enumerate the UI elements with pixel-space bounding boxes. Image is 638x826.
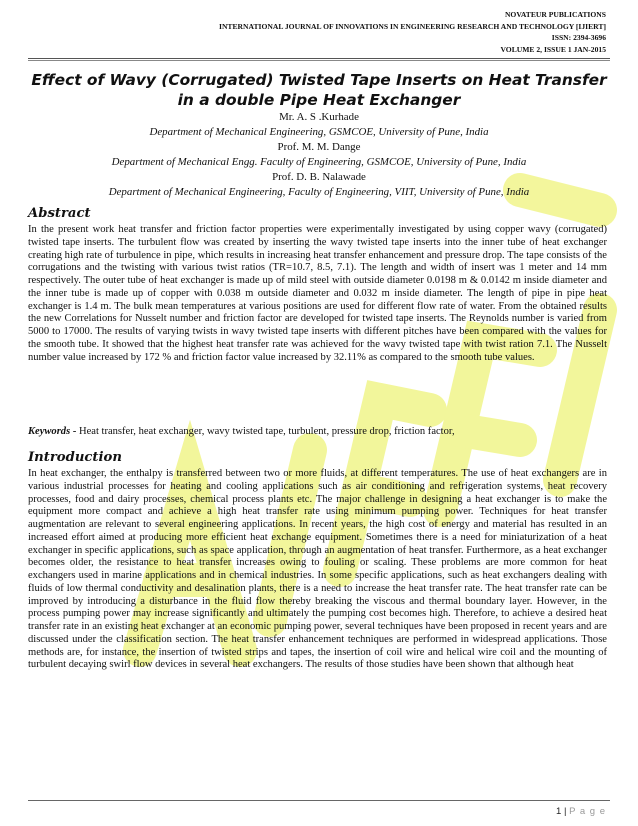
author-block — [10, 110, 628, 199]
author-name: Prof. M. M. Dange — [277, 140, 361, 153]
author-name: Prof. D. B. Nalawade — [272, 170, 366, 183]
author-affiliation: Department of Mechanical Engg. Faculty of Engineering, GSMCOE, University of Pune, India — [111, 155, 527, 168]
footer-rule — [28, 800, 610, 801]
issn: ISSN: 2394-3696 — [551, 33, 606, 43]
header-rule — [28, 58, 610, 59]
keywords-label: Keywords - — [28, 426, 77, 437]
header-rule-thin — [28, 60, 610, 61]
keywords — [28, 426, 607, 439]
paper-title — [20, 70, 618, 110]
introduction-heading: Introduction — [28, 450, 122, 465]
page-number — [556, 806, 606, 817]
page-separator: | — [561, 806, 570, 817]
author-affiliation: Department of Mechanical Engineering, Faculty of Engineering, VIIT, University of Pune, India — [108, 185, 530, 198]
journal-name: INTERNATIONAL JOURNAL OF INNOVATIONS IN ENGINEERING RESEARCH AND TECHNOLOGY [IJIERT] — [218, 21, 606, 31]
introduction-text: In heat exchanger, the enthalpy is transferred between two or more fluids, at different temperatures. The use of heat exchangers are in various industrial processes for heating and cooling applications such as air conditioning and refrigeration systems, heat recovery processes, food and dairy processes, chemical process plants etc. The major challenge in designing a heat exchanger is to make the equipment more compact and achieve a high heat transfer rate using minimum pumping power. Techniques for heat transfer augmentation are relevant to several engineering applications. In recent years, the high cost of energy and material has resulted in an increased effort aimed at producing more efficient heat exchange equipment. Sometimes there is a need for miniaturization of a heat exchanger in specific applications, such as space application, through an augmentation of heat transfer. Furthermore, as a heat exchanger becomes older, the resistance to heat transfer increases owing to fouling or scaling. These problems are more common for heat exchangers used in marine applications and in chemical industries. In some specific applications, such as heat exchangers dealing with fluids of low thermal conductivity and desalination plants, there is a need to increase the heat transfer rate. The heat transfer rate can be improved by introducing a disturbance in the fluid flow thereby breaking the viscous and thermal boundary layer. However, in the process pumping power may increase significantly and ultimately the pumping cost becomes high. Therefore, to achieve a desired heat transfer rate in an existing heat exchanger at an economic pumping power, several techniques have been proposed in recent years and are discussed under the classification section. The heat transfer enhancement techniques are performed in widespread applications. Those methods are, for instance, the insertion of twisted strips and tapes, the insertion of coil wire and helical wire coil and the mounting of turbulent decaying swirl flow devices in several heat exchangers. The results of those studies have been shown that although heat — [28, 468, 607, 671]
author-affiliation: Department of Mechanical Engineering, GSMCOE, University of Pune, India — [149, 125, 489, 138]
keywords-text: Heat transfer, heat exchanger, wavy twisted tape, turbulent, pressure drop, friction factor, — [76, 426, 455, 437]
author-name: Mr. A. S .Kurhade — [279, 111, 359, 123]
page-label: P a g e — [569, 806, 606, 817]
journal-header — [219, 9, 606, 55]
abstract-heading: Abstract — [28, 206, 91, 221]
abstract-text: In the present work heat transfer and friction factor properties were experimentally investigated by using copper wavy (corrugated) twisted tape inserts. The turbulent flow was created by inserting the wavy twisted tape inserts into the inner tube of heat exchanger creating high rate of turbulence in pipe, which results in increasing heat transfer enhancement and pressure drop. The tape consists of the corrugations and the twisting with various twist ratios (TR=10.7, 8.5, 7.1). The length and width of insert was 1 meter and 14 mm respectively. The outer tube of heat exchanger is made up of mild steel with outside diameter 0.0198 m & 0.0142 m inside diameter and the inner tube is made up of copper with 0.038 m outside diameter and 0.032 m inside diameter. The length of pipe in pipe heat exchanger is 1.4 m. The bulk mean temperatures at various positions are used for different flow rate of water. From the obtained results the new Correlations for Nusselt number and friction factor are developed for twisted tape inserts. The Reynolds number is varied from 5000 to 17000. The results of varying twists in wavy twisted tape inserts with different pitches have been compared with the values for the smooth tube. It showed that the highest heat transfer rate was achieved for the wavy twisted tape with twist ration 7.1. The Nusselt number value increased by 172 % and friction factor value increased by 32.11% as compared to the smooth tube values. — [28, 224, 607, 363]
publisher-name: NOVATEUR PUBLICATIONS — [504, 10, 606, 19]
volume-issue: VOLUME 2, ISSUE 1 JAN-2015 — [500, 44, 606, 54]
title-line-2: in a double Pipe Heat Exchanger — [177, 91, 461, 109]
title-line-1: Effect of Wavy (Corrugated) Twisted Tape Inserts on Heat Transfer — [31, 71, 607, 89]
page-number-value: 1 — [556, 806, 562, 817]
